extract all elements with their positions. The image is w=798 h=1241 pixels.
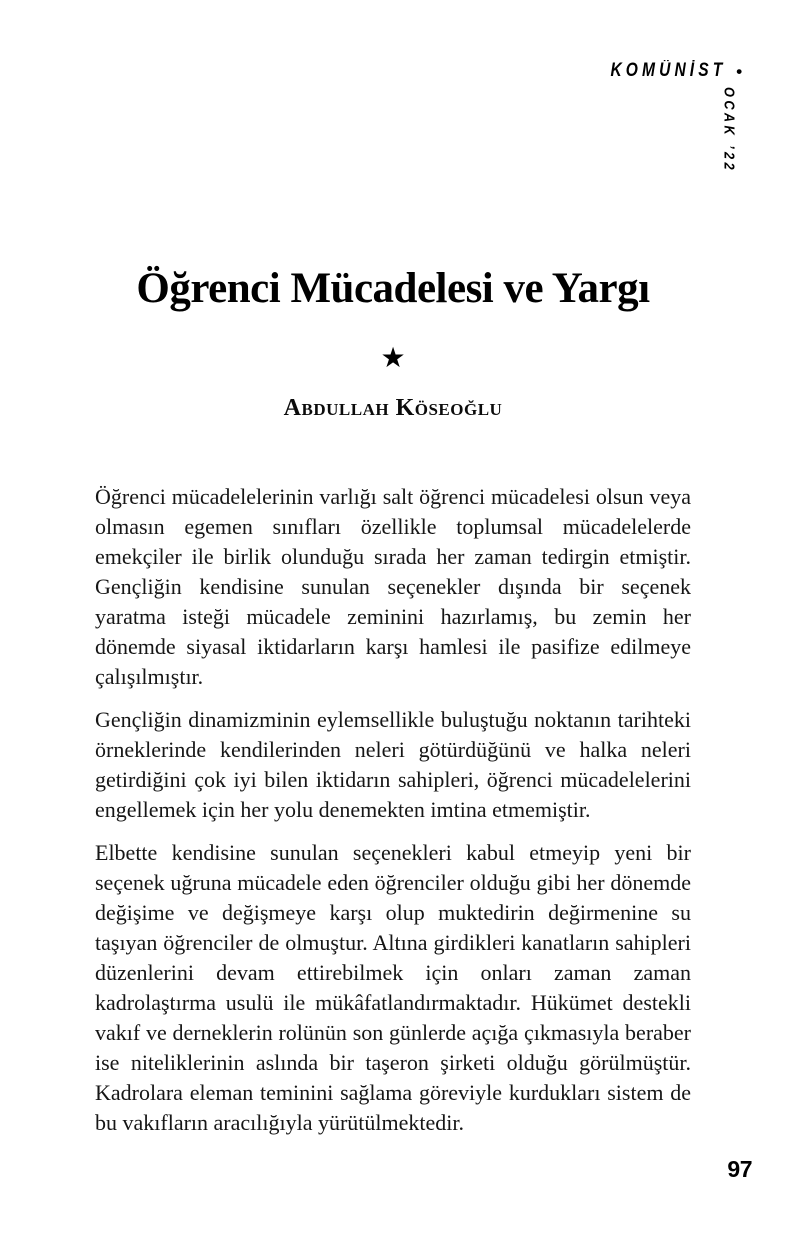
bullet-icon: • [736,61,742,81]
running-head [585,60,742,82]
paragraph: Öğrenci mücadelelerinin varlığı salt öğrenci mücadelesi olsun veya olmasın egemen sınıfları özellikle toplumsal mücadelelerde emekçiler ile birlik olunduğu sırada her zaman tedirgin etmiştir. Gençliğin kendisine sunulan seçenekler dışında bir seçenek yaratma isteği mücadele zeminini hazırlamış, bu zemin her dönemde siyasal iktidarların karşı hamlesi ile pasifize edilmeye çalışılmıştır. [95,483,691,689]
star-icon: ★ [380,342,406,374]
author-name: Abdullah Köseoğlu [283,394,503,421]
article-body [95,482,691,1138]
article-title: Öğrenci Mücadelesi ve Yargı [136,265,650,312]
journal-name: KOMÜNİST [610,60,727,81]
paragraph: Gençliğin dinamizminin eylemsellikle buluştuğu noktanın tarihteki örneklerinde kendilerinden neleri götürdüğünü ve halka neleri getirdiğini çok iyi bilen iktidarın sahipleri, öğrenci mücadelelerini engellemek için her yolu denemekten imtina etmemiştir. [95,706,691,822]
issue-date: OCAK ’22 [720,86,738,174]
paragraph: Elbette kendisine sunulan seçenekleri kabul etmeyip yeni bir seçenek uğruna mücadele eden öğrenciler olduğu gibi her dönemde değişime ve değişmeye karşı olup muktedirin değirmenine su taşıyan öğrenciler de olmuştur. Altına girdikleri kanatların sahipleri düzenlerini devam ettirebilmek için onları zaman zaman kadrolaştırma usulü ile mükâfatlandırmaktadır. Hükümet destekli vakıf ve derneklerin rolünün son günlerde açığa çıkmasıyla beraber ise niteliklerinin aslında bir taşeron şirketi olduğu görülmüştür. Kadrolara eleman teminini sağlama göreviyle kurdukları sistem de bu vakıfların aracılığıyla yürütülmektedir. [95,839,691,1135]
page-number: 97 [727,1156,752,1182]
